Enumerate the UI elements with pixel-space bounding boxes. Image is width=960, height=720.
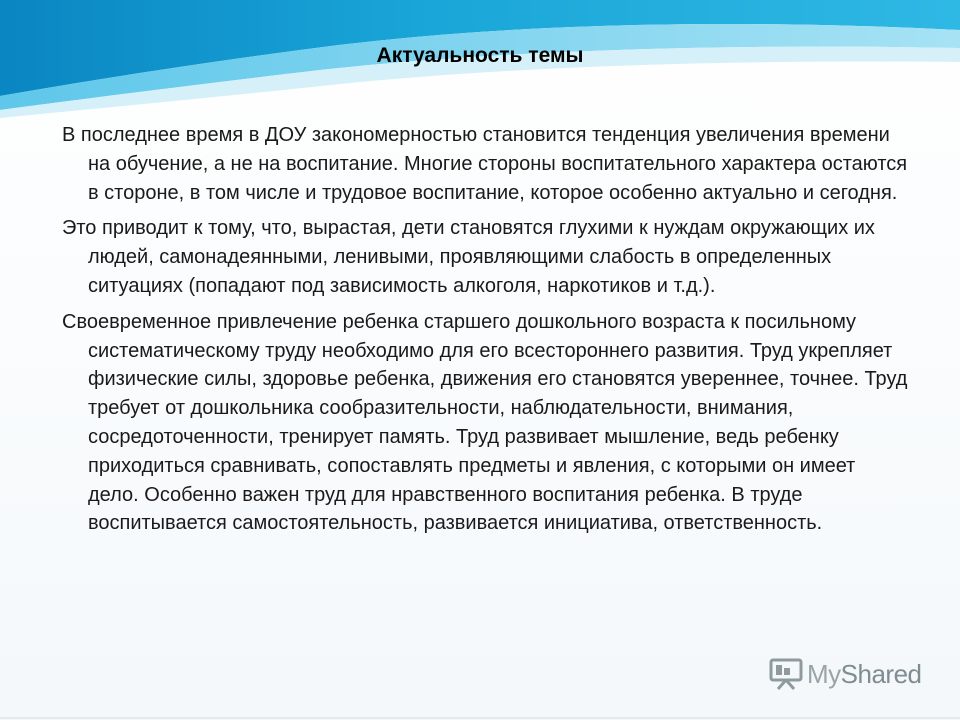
- slide-title: Актуальность темы: [376, 44, 584, 67]
- watermark-text: [807, 659, 922, 690]
- paragraph-2: Это приводит к тому, что, вырастая, дети становятся глухими к нуждам окружающих их людей, самонадеянными, ленивыми, проявляющими слабость в определенных ситуациях (попадают под зависимость алкоголя, наркотиков и т.д.).: [62, 217, 875, 297]
- watermark-my: My: [807, 658, 841, 689]
- paragraph-3: Своевременное привлечение ребенка старшего дошкольного возраста к посильному систематическому труду необходимо для его всестороннего развития. Труд укрепляет физические силы, здоровье ребенка, движения его становятся увереннее, точнее. Труд требует от дошкольника сообразительности, наблюдательности, внимания, сосредоточенности, тренирует память. Труд развивает мышление, ведь ребенку приходиться сравнивать, сопоставлять предметы и явления, с которыми он имеет дело. Особенно важен труд для нравственного воспитания ребенка. В труде воспитывается самостоятельность, развивается инициатива, ответственность.: [62, 310, 908, 535]
- paragraph-1: В последнее время в ДОУ закономерностью становится тенденция увеличения времени на обучение, а не на воспитание. Многие стороны воспитательного характера остаются в стороне, в том числе и трудовое воспитание, которое особенно актуально и сегодня.: [62, 124, 908, 204]
- watermark-shared: Shared: [840, 658, 922, 689]
- presentation-board-icon: [768, 656, 804, 692]
- slide-body: [62, 121, 908, 545]
- myshared-watermark: [768, 656, 922, 692]
